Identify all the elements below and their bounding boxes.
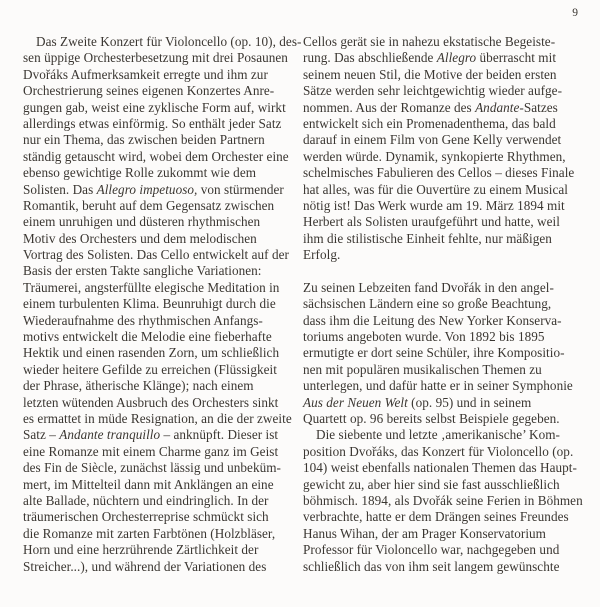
- text-segment: sächsischen Ländern eine so große Beachtung,: [303, 296, 552, 312]
- text-line: [303, 214, 579, 230]
- text-segment: motivs entwickelt die Melodie eine fieberhafte: [23, 329, 272, 345]
- left-column: [23, 34, 302, 575]
- text-line: [303, 247, 579, 263]
- text-line: [23, 444, 285, 460]
- text-line: [303, 100, 579, 116]
- text-line: [303, 280, 579, 296]
- text-segment: wieder heitere Gefilde zu erreichen (Flüssigkeit: [23, 361, 277, 377]
- text-segment: Wiederaufnahme des rhythmischen Anfangs-: [23, 312, 263, 328]
- text-line: [23, 460, 285, 476]
- text-segment: einem turbulenten Klima. Beunruhigt durch die: [23, 296, 276, 312]
- text-line: [303, 526, 579, 542]
- text-segment: unterlegen, und dafür hatte er in seiner Symphonie: [303, 378, 573, 394]
- text-line: [303, 362, 579, 378]
- text-line: [303, 559, 579, 575]
- text-segment: schelmisches Fabulieren des Cellos – dieses Finale: [303, 165, 575, 181]
- text-segment: letzten wütenden Ausbruch des Orchesters sinkt: [23, 394, 279, 410]
- text-line: [303, 542, 579, 558]
- text-segment: Dvořáks Aufmerksamkeit erregte und ihm zur: [23, 66, 268, 82]
- text-segment: entwickelt sich ein Promenadenthema, das bald: [303, 115, 556, 131]
- text-segment: der Phrase, ätherische Klänge); nach einem: [23, 378, 254, 394]
- text-segment: ihm die stilistische Einheit fehlte, nur mäßigen: [303, 230, 552, 246]
- text-line: [23, 329, 285, 345]
- right-column: [303, 34, 583, 575]
- text-segment: allerdings etwas einförmig. So enthält jeder Satz: [23, 115, 282, 131]
- text-line: [23, 148, 289, 165]
- text-segment: Professor für Violoncello war, nachgegeben und: [303, 542, 560, 558]
- text-line: [23, 100, 285, 116]
- italic-text: Andante: [475, 99, 520, 115]
- text-line: [23, 477, 285, 493]
- text-line: [303, 34, 579, 50]
- text-segment: gewicht zu, aber hier sind sie fast ausschließlich: [303, 476, 560, 492]
- text-line: [303, 395, 579, 411]
- text-line: [303, 444, 579, 460]
- text-segment: Erfolg.: [303, 247, 341, 263]
- text-segment: ebenso gewichtige Rolle zukommt wie dem: [23, 165, 257, 181]
- text-segment: es ermattet in müde Resignation, an die der zweite: [23, 410, 292, 426]
- text-segment: (op. 95) und in seinem: [407, 394, 532, 410]
- italic-text: Andante tranquillo: [59, 427, 161, 443]
- text-segment: eine Romanze mit einem Charme ganz im Geist: [23, 443, 279, 459]
- text-line: [303, 492, 583, 509]
- text-line: [303, 296, 579, 312]
- text-line: [23, 542, 285, 558]
- text-line: [303, 460, 579, 476]
- text-segment: Romantik, beruht auf dem Gegensatz zwischen: [23, 197, 275, 213]
- page-number: 9: [572, 7, 578, 19]
- text-line: [23, 296, 285, 312]
- text-segment: einem unruhigen und düsteren rhythmischen: [23, 214, 261, 230]
- text-segment: – anknüpft. Dieser ist: [160, 427, 279, 443]
- text-line: [23, 509, 285, 525]
- text-line: [23, 83, 285, 99]
- text-line: [23, 280, 285, 296]
- text-line: [303, 67, 579, 83]
- text-line: [303, 50, 579, 66]
- text-segment: dass ihm die Leitung des New Yorker Konserva-: [303, 312, 562, 328]
- italic-text: Aus der Neuen Welt: [303, 394, 408, 410]
- text-line: [23, 34, 302, 50]
- text-line: [23, 67, 285, 83]
- text-line: [303, 83, 579, 99]
- text-segment: verbrachte, hatte er dem Drängen seines Freundes: [303, 509, 569, 525]
- text-segment: Streicher...), und während der Variationen des: [23, 558, 267, 574]
- text-line: [23, 214, 285, 230]
- text-segment: 104) weist ebenfalls nationalen Themen das Haupt-: [303, 460, 577, 476]
- text-segment: sen üppige Orchesterbesetzung mit drei Posaunen: [23, 50, 288, 66]
- text-segment: Zu seinen Lebzeiten fand Dvořák in den angel-: [303, 279, 554, 295]
- text-line: [23, 493, 285, 509]
- text-line: [23, 50, 288, 66]
- text-segment: Träumerei, angsterfüllte elegische Meditation in: [23, 279, 280, 295]
- text-line: [303, 477, 579, 493]
- text-line: [23, 116, 285, 132]
- text-segment: Satz –: [23, 427, 60, 443]
- text-segment: Das Zweite Konzert für Violoncello (op. 10), des-: [36, 34, 302, 49]
- text-segment: von stürmender: [197, 181, 284, 197]
- text-segment: Herbert als Solisten uraufgeführt und hatte, weil: [303, 214, 560, 230]
- text-segment: Cellos gerät sie in nahezu ekstatische Begeiste-: [303, 34, 556, 49]
- text-line: [23, 395, 285, 411]
- text-segment: nommen. Aus der Romanze des: [303, 99, 476, 115]
- text-segment: -Satzes: [519, 99, 558, 115]
- text-line: [303, 411, 579, 427]
- text-line: [303, 116, 579, 132]
- text-line: [23, 410, 292, 427]
- text-segment: träumerischen Orchesterreprise schmückt sich: [23, 509, 269, 525]
- text-line: [303, 231, 579, 247]
- text-line: [23, 378, 285, 394]
- text-segment: hat alles, was für die Ouvertüre zu einem Musical: [303, 181, 569, 197]
- text-segment: darauf in einem Film von Gene Kelly verwendet: [303, 132, 562, 148]
- text-line: [303, 149, 579, 165]
- text-segment: nötig ist! Das Werk wurde am 19. März 1894 mit: [303, 197, 565, 213]
- text-line: [23, 362, 285, 378]
- blank-line: [303, 263, 579, 279]
- text-line: [23, 132, 285, 148]
- text-line: [303, 427, 579, 443]
- text-segment: Hanus Wihan, der am Prager Konservatorium: [303, 525, 546, 541]
- text-line: [23, 165, 285, 181]
- text-columns: [23, 34, 583, 575]
- text-segment: ständig getauscht wird, wobei dem Orchester eine: [23, 148, 289, 164]
- text-segment: Hektik und einen rasenden Zorn, um schließlich: [23, 345, 280, 361]
- text-segment: des Fin de Siècle, zunächst lässig und unbeküm-: [23, 460, 281, 476]
- text-segment: toriums angeboten wurde. Von 1892 bis 1895: [303, 329, 545, 345]
- text-segment: Basis der ersten Takte sangliche Variationen:: [23, 263, 262, 279]
- text-line: [23, 263, 285, 279]
- text-segment: nur ein Thema, das zwischen beiden Partnern: [23, 132, 265, 148]
- text-segment: gungen gab, weist eine zyklische Form auf, wirkt: [23, 99, 286, 115]
- text-segment: Vortrag des Solisten. Das Cello entwickelt auf der: [23, 247, 289, 263]
- text-segment: seinem neuen Stil, die Motive der beiden ersten: [303, 66, 557, 82]
- text-line: [23, 526, 285, 542]
- text-segment: Sätze werden sehr leichtgewichtig wieder aufge-: [303, 83, 563, 99]
- text-segment: schließlich das von ihm seit langem gewünschte: [303, 558, 560, 574]
- text-line: [23, 182, 285, 198]
- text-segment: ermutigte er dort seine Schüler, ihre Kompositio-: [303, 345, 565, 361]
- text-segment: alte Ballade, nüchtern und eindringlich. In der: [23, 492, 269, 508]
- text-line: [23, 247, 289, 263]
- text-line: [303, 198, 579, 214]
- text-segment: nen mit populären musikalischen Themen zu: [303, 361, 542, 377]
- text-line: [23, 313, 285, 329]
- text-segment: Die siebente und letzte ‚amerikanische’ Kom-: [316, 427, 560, 443]
- text-line: [303, 165, 579, 181]
- text-segment: überrascht mit: [476, 50, 557, 66]
- text-line: [23, 427, 285, 443]
- text-line: [303, 509, 579, 525]
- text-segment: mert, im Mittelteil dann mit Anklängen an eine: [23, 476, 274, 492]
- text-segment: die Romanze mit zarten Farbtönen (Holzbläser,: [23, 525, 276, 541]
- text-segment: Motiv des Orchesters und dem melodischen: [23, 230, 257, 246]
- text-line: [303, 329, 579, 345]
- text-segment: rung. Das abschließende: [303, 50, 437, 66]
- text-segment: Horn und eine herzrührende Zärtlichkeit der: [23, 542, 259, 558]
- text-segment: Solisten. Das: [23, 181, 97, 197]
- text-line: [303, 182, 579, 198]
- text-line: [303, 345, 579, 361]
- text-line: [303, 132, 579, 148]
- text-segment: position Dvořáks, das Konzert für Violoncello (op.: [303, 443, 574, 459]
- italic-text: Allegro: [436, 50, 477, 66]
- text-segment: böhmisch. 1894, als Dvořák seine Ferien in Böhmen: [303, 492, 583, 508]
- text-segment: Orchestrierung seines eigenen Konzertes Anre-: [23, 83, 275, 99]
- text-line: [303, 313, 579, 329]
- text-line: [303, 378, 579, 394]
- text-segment: Quartett op. 96 bereits selbst Beispiele gegeben.: [303, 410, 560, 426]
- italic-text: Allegro impetuoso,: [96, 181, 198, 197]
- text-line: [23, 231, 285, 247]
- text-line: [23, 198, 285, 214]
- text-line: [23, 559, 285, 575]
- text-line: [23, 345, 285, 361]
- text-segment: werden würde. Dynamik, synkopierte Rhythmen,: [303, 148, 566, 164]
